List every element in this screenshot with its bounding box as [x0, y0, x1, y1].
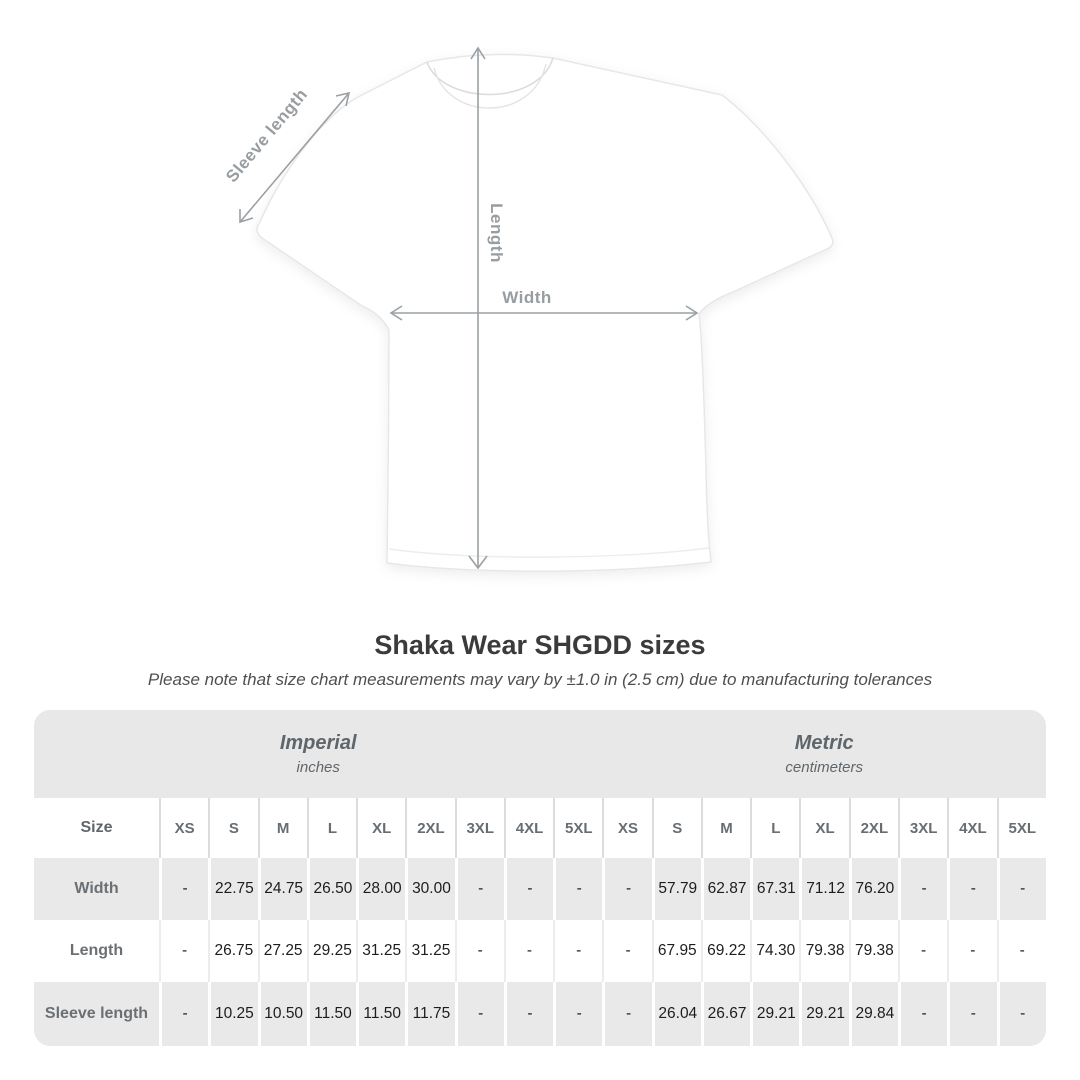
- measurement-cell: -: [602, 982, 651, 1046]
- page-subtitle: Please note that size chart measurements may vary by ±1.0 in (2.5 cm) due to manufacturing tolerances: [147, 670, 933, 689]
- measurement-cell: 67.95: [652, 920, 701, 982]
- size-header: XS: [159, 798, 208, 858]
- size-header: S: [208, 798, 257, 858]
- measurement-cell: 10.50: [258, 982, 307, 1046]
- size-header: XL: [799, 798, 848, 858]
- size-header: 4XL: [947, 798, 996, 858]
- measurement-cell: -: [159, 982, 208, 1046]
- measurement-cell: -: [947, 920, 996, 982]
- measurement-cell: 29.84: [849, 982, 898, 1046]
- row-label: Length: [34, 920, 159, 982]
- measurement-cell: 30.00: [405, 858, 454, 920]
- table-row: [34, 858, 1046, 920]
- measurement-cell: 22.75: [208, 858, 257, 920]
- measurement-cell: 11.75: [405, 982, 454, 1046]
- measurement-cell: 11.50: [307, 982, 356, 1046]
- measurement-cell: 62.87: [701, 858, 750, 920]
- measurement-cell: -: [602, 858, 651, 920]
- measurement-cell: 71.12: [799, 858, 848, 920]
- measurement-cell: 57.79: [652, 858, 701, 920]
- heading: [0, 630, 1080, 690]
- page-title: Shaka Wear SHGDD sizes: [374, 630, 706, 660]
- unit-group-label: Metric: [794, 732, 854, 754]
- measurement-cell: 31.25: [356, 920, 405, 982]
- size-header: M: [701, 798, 750, 858]
- size-header: L: [750, 798, 799, 858]
- size-table: [34, 710, 1046, 1046]
- measurement-cell: 27.25: [258, 920, 307, 982]
- measurement-cell: 29.21: [750, 982, 799, 1046]
- size-header: XS: [602, 798, 651, 858]
- measurement-cell: 24.75: [258, 858, 307, 920]
- measurement-cell: -: [947, 858, 996, 920]
- sleeve-length-label: Sleeve length: [222, 84, 312, 187]
- width-label: Width: [502, 288, 552, 307]
- measurement-cell: -: [553, 858, 602, 920]
- measurement-cell: -: [898, 920, 947, 982]
- size-header: 2XL: [405, 798, 454, 858]
- table-row: [34, 982, 1046, 1046]
- measurement-cell: 79.38: [849, 920, 898, 982]
- measurement-cell: -: [504, 858, 553, 920]
- size-header: XL: [356, 798, 405, 858]
- size-header: M: [258, 798, 307, 858]
- measurement-cell: -: [997, 920, 1046, 982]
- size-header: 4XL: [504, 798, 553, 858]
- measurement-cell: -: [455, 858, 504, 920]
- measurement-cell: 67.31: [750, 858, 799, 920]
- size-column-header: Size: [34, 798, 159, 858]
- measurement-cell: -: [159, 858, 208, 920]
- length-label: Length: [487, 203, 506, 263]
- measurement-cell: -: [455, 982, 504, 1046]
- measurement-cell: 76.20: [849, 858, 898, 920]
- size-header: S: [652, 798, 701, 858]
- row-label: Width: [34, 858, 159, 920]
- measurement-cell: -: [602, 920, 651, 982]
- row-label: Sleeve length: [34, 982, 159, 1046]
- size-table-container: [34, 710, 1046, 1046]
- measurement-cell: -: [504, 920, 553, 982]
- measurement-cell: 29.21: [799, 982, 848, 1046]
- measurement-cell: -: [159, 920, 208, 982]
- measurement-cell: 26.75: [208, 920, 257, 982]
- unit-group-header: [602, 710, 1046, 798]
- measurement-cell: -: [898, 858, 947, 920]
- size-header: 2XL: [849, 798, 898, 858]
- measurement-cell: -: [504, 982, 553, 1046]
- unit-group-units: centimeters: [785, 759, 863, 776]
- measurement-cell: 79.38: [799, 920, 848, 982]
- unit-group-label: Imperial: [279, 732, 357, 754]
- size-header: 3XL: [455, 798, 504, 858]
- measurement-cell: 26.04: [652, 982, 701, 1046]
- size-header: L: [307, 798, 356, 858]
- measurement-cell: 26.67: [701, 982, 750, 1046]
- measurement-cell: -: [553, 982, 602, 1046]
- measurement-cell: 11.50: [356, 982, 405, 1046]
- size-header: 5XL: [553, 798, 602, 858]
- unit-group-header: [34, 710, 602, 798]
- measurement-cell: -: [997, 982, 1046, 1046]
- measurement-cell: 29.25: [307, 920, 356, 982]
- measurement-cell: 26.50: [307, 858, 356, 920]
- measurement-cell: -: [553, 920, 602, 982]
- size-header: 3XL: [898, 798, 947, 858]
- measurement-cell: -: [947, 982, 996, 1046]
- measurement-cell: 69.22: [701, 920, 750, 982]
- unit-group-units: inches: [296, 759, 340, 776]
- measurement-cell: -: [898, 982, 947, 1046]
- measurement-cell: 31.25: [405, 920, 454, 982]
- measurement-cell: -: [997, 858, 1046, 920]
- measurement-cell: 74.30: [750, 920, 799, 982]
- size-header: 5XL: [997, 798, 1046, 858]
- measurement-cell: -: [455, 920, 504, 982]
- measurement-cell: 10.25: [208, 982, 257, 1046]
- table-row: [34, 920, 1046, 982]
- measurement-cell: 28.00: [356, 858, 405, 920]
